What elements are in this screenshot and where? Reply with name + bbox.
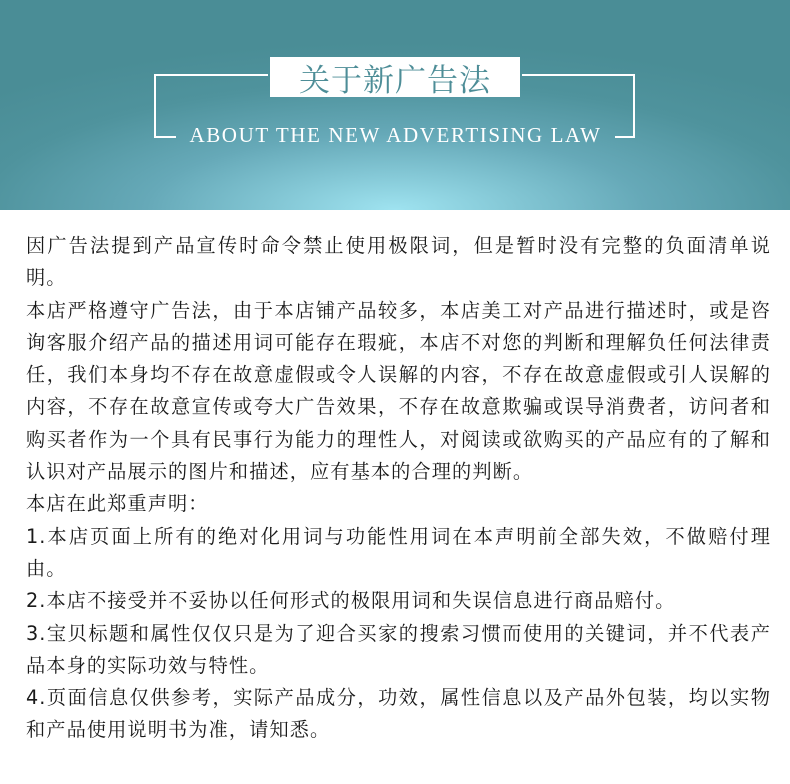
frame-line bbox=[633, 74, 635, 138]
header-banner bbox=[0, 0, 790, 210]
page-title: 关于新广告法 bbox=[299, 62, 491, 99]
frame-line bbox=[615, 136, 635, 138]
declaration-item: 3.宝贝标题和属性仅仅只是为了迎合买家的搜索习惯而使用的关键词，并不代表产品本身的实际功效与特性。 bbox=[26, 621, 771, 677]
notice-content bbox=[26, 230, 771, 747]
declaration-item: 2.本店不接受并不妥协以任何形式的极限用词和失误信息进行商品赔付。 bbox=[26, 589, 676, 613]
title-box bbox=[270, 57, 520, 97]
declaration-item: 4.页面信息仅供参考，实际产品成分，功效，属性信息以及产品外包装，均以实物和产品使用说明书为准，请知悉。 bbox=[26, 686, 771, 742]
frame-line bbox=[154, 74, 156, 138]
declaration-heading: 本店在此郑重声明： bbox=[26, 492, 209, 516]
page-subtitle: ABOUT THE NEW ADVERTISING LAW bbox=[189, 123, 602, 147]
declaration-item: 1.本店页面上所有的绝对化用词与功能性用词在本声明前全部失效，不做赔付理由。 bbox=[26, 524, 771, 580]
notice-paragraph: 本店严格遵守广告法，由于本店铺产品较多，本店美工对产品进行描述时，或是咨询客服介绍产品的描述用词可能存在瑕疵，本店不对您的判断和理解负任何法律责任，我们本身均不存在故意虚假或令人误解的内容，不存在故意虚假或引人误解的内容，不存在故意宣传或夸大广告效果，不存在故意欺骗或误导消费者，访问者和购买者作为一个具有民事行为能力的理性人，对阅读或欲购买的产品应有的了解和认识对产品展示的图片和描述，应有基本的合理的判断。 bbox=[26, 298, 771, 484]
frame-line bbox=[522, 74, 635, 76]
frame-line bbox=[154, 136, 176, 138]
notice-paragraph: 因广告法提到产品宣传时命令禁止使用极限词，但是暂时没有完整的负面清单说明。 bbox=[26, 234, 771, 290]
frame-line bbox=[154, 74, 268, 76]
